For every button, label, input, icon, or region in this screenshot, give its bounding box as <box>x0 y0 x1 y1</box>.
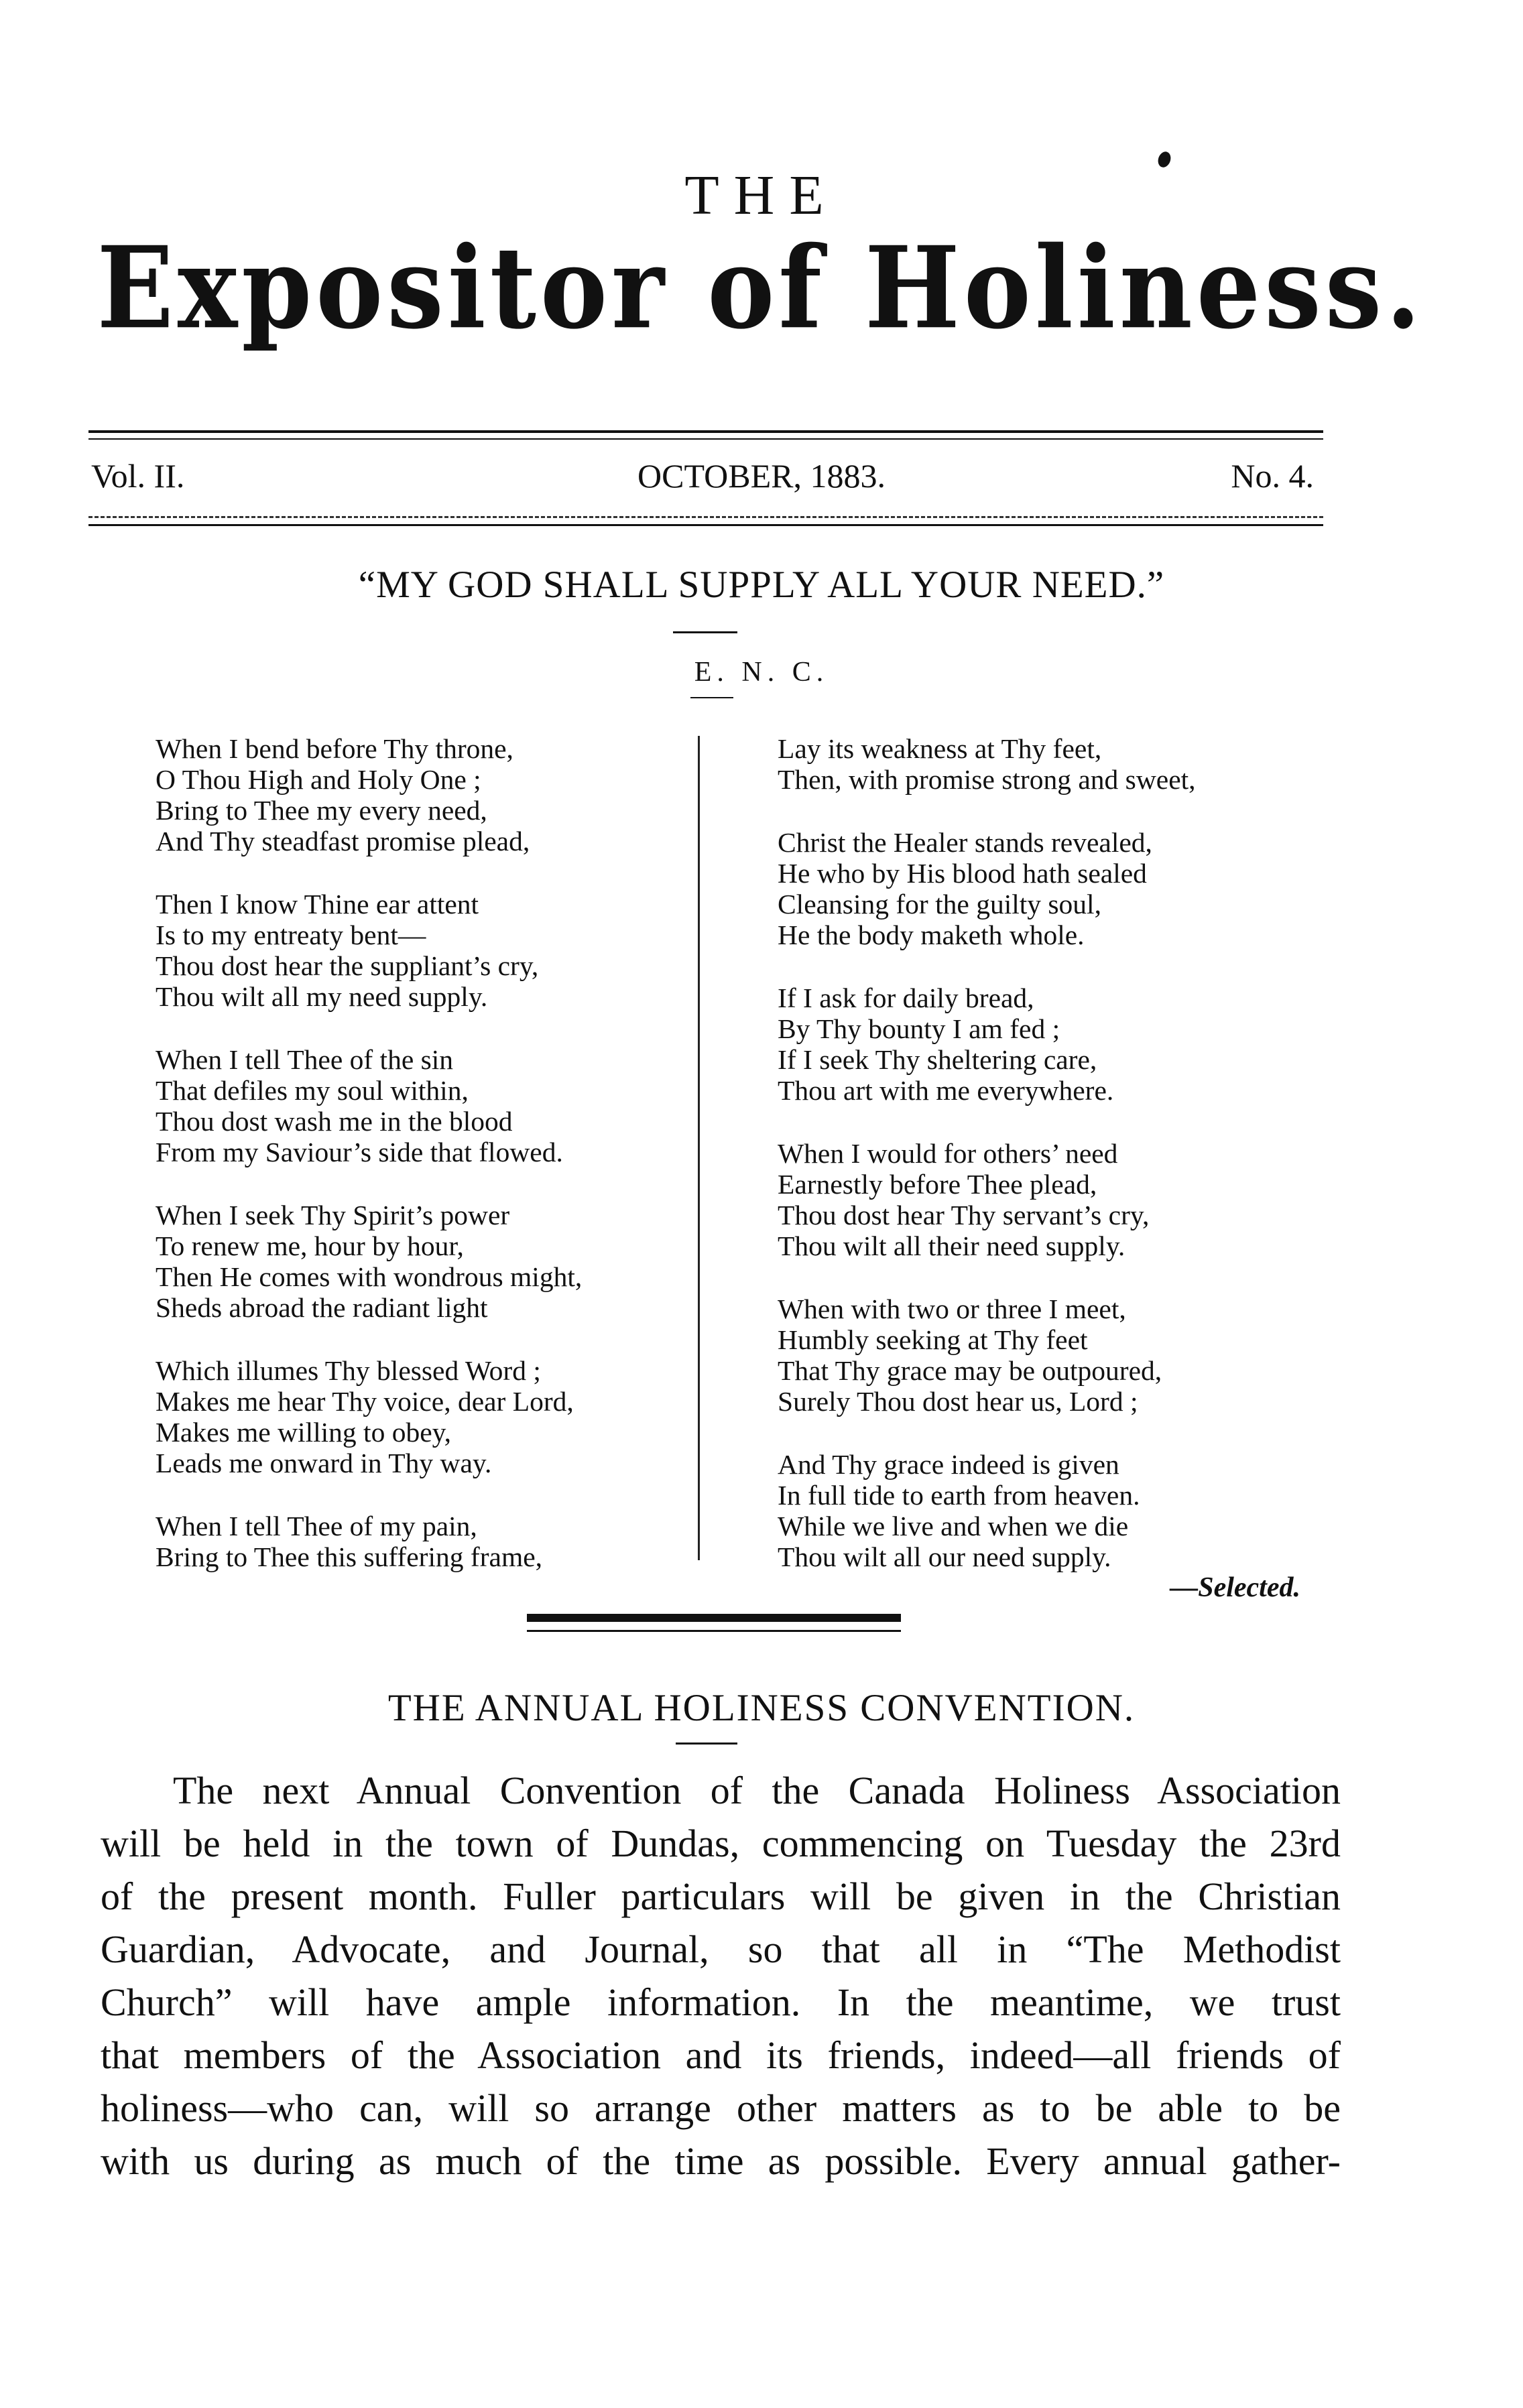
poem-line: Makes me hear Thy voice, dear Lord, <box>156 1386 574 1417</box>
poem-line: Then He comes with wondrous might, <box>156 1261 583 1292</box>
poem-stanza <box>778 827 1314 950</box>
poem-line: He the body maketh whole. <box>778 920 1085 950</box>
article-line: with us during as much of the time as possible. Every annual gather- <box>101 2139 1341 2183</box>
issue-rule <box>88 524 1323 526</box>
poem-line: When I bend before Thy throne, <box>156 733 513 764</box>
poem-line: Christ the Healer stands revealed, <box>778 827 1152 858</box>
article-line: Church” will have ample information. In the meantime, we trust <box>101 1980 1341 2024</box>
poem-line: If I ask for daily bread, <box>778 983 1034 1013</box>
poem-column-right <box>778 733 1314 1604</box>
poem-line: Bring to Thee this suffering frame, <box>156 1541 543 1572</box>
poem-line: When I seek Thy Spirit’s power <box>156 1200 510 1230</box>
poem-line: Leads me onward in Thy way. <box>156 1448 492 1478</box>
poem-line: Is to my entreaty bent— <box>156 920 426 950</box>
masthead-rule-thick <box>88 430 1323 433</box>
masthead-title: Expositor of Holiness. <box>97 222 1425 355</box>
article-title-rule <box>676 1742 737 1745</box>
volume-label: Vol. II. <box>91 457 185 495</box>
poem-line: O Thou High and Holy One ; <box>156 764 481 795</box>
section-divider-heavy <box>527 1614 901 1622</box>
poem-stanza <box>156 889 692 1012</box>
poem-stanza <box>778 1449 1314 1572</box>
poem-line: That Thy grace may be outpoured, <box>778 1355 1162 1386</box>
poem-stanza <box>156 733 692 857</box>
article-line: of the present month. Fuller particulars will be given in the Christian <box>101 1875 1341 1918</box>
poem-line: Surely Thou dost hear us, Lord ; <box>778 1386 1138 1417</box>
poem-line: Thou dost hear the suppliant’s cry, <box>156 950 539 981</box>
poem-title: “MY GOD SHALL SUPPLY ALL YOUR NEED.” <box>358 564 1165 606</box>
poem-line: And Thy steadfast promise plead, <box>156 826 530 857</box>
poem-line: Thou dost wash me in the blood <box>156 1106 513 1137</box>
poem-line: Makes me willing to obey, <box>156 1417 452 1448</box>
poem-line: When I tell Thee of my pain, <box>156 1511 477 1541</box>
poem-line: To renew me, hour by hour, <box>156 1230 464 1261</box>
poem-line: Cleansing for the guilty soul, <box>778 889 1101 920</box>
poem-line: Earnestly before Thee plead, <box>778 1169 1097 1200</box>
poem-line: While we live and when we die <box>778 1511 1129 1541</box>
author-rule <box>690 697 733 698</box>
poem-line: When I tell Thee of the sin <box>156 1044 454 1075</box>
masthead-rule-thin <box>88 438 1323 440</box>
article-body <box>101 1764 1341 2188</box>
poem-line: Lay its weakness at Thy feet, <box>778 733 1102 764</box>
poem-line: Thou dost hear Thy servant’s cry, <box>778 1200 1150 1230</box>
poem-stanza <box>156 1511 692 1572</box>
poem-author: E. N. C. <box>694 657 829 688</box>
poem-line: By Thy bounty I am fed ; <box>778 1013 1060 1044</box>
poem-line: Then I know Thine ear attent <box>156 889 479 920</box>
poem-stanza <box>778 1293 1314 1417</box>
issue-rule-dashed <box>88 516 1323 518</box>
masthead-the: THE <box>684 164 839 227</box>
poem-stanza <box>778 1138 1314 1261</box>
poem-line: When with two or three I meet, <box>778 1293 1126 1324</box>
poem-line: Then, with promise strong and sweet, <box>778 764 1196 795</box>
poem-line: He who by His blood hath sealed <box>778 858 1147 889</box>
poem-line: If I seek Thy sheltering care, <box>778 1044 1097 1075</box>
article-line: The next Annual Convention of the Canada Holiness Association <box>173 1769 1341 1812</box>
ink-blot <box>1156 150 1172 170</box>
poem-line: Thou art with me everywhere. <box>778 1075 1114 1106</box>
article-title: THE ANNUAL HOLINESS CONVENTION. <box>387 1687 1136 1729</box>
poem-line: In full tide to earth from heaven. <box>778 1480 1140 1511</box>
poem-stanza <box>778 983 1314 1106</box>
issue-number: No. 4. <box>1231 457 1314 495</box>
poem-line: When I would for others’ need <box>778 1138 1118 1169</box>
section-divider-thin <box>527 1630 901 1632</box>
poem-line: Humbly seeking at Thy feet <box>778 1324 1088 1355</box>
poem-attribution: —Selected. <box>1170 1572 1300 1603</box>
poem-title-rule <box>673 631 737 633</box>
issue-date: OCTOBER, 1883. <box>637 457 886 495</box>
article-line: that members of the Association and its friends, indeed—all friends of <box>101 2033 1341 2077</box>
poem-line: That defiles my soul within, <box>156 1075 469 1106</box>
poem-line: From my Saviour’s side that flowed. <box>156 1137 563 1167</box>
poem-line: Thou wilt all their need supply. <box>778 1230 1125 1261</box>
poem-line: Which illumes Thy blessed Word ; <box>156 1355 541 1386</box>
poem-stanza <box>778 733 1314 795</box>
poem-stanza <box>156 1355 692 1478</box>
article-line: will be held in the town of Dundas, commencing on Tuesday the 23rd <box>101 1822 1341 1865</box>
poem-line: Thou wilt all our need supply. <box>778 1541 1111 1572</box>
poem-line: Sheds abroad the radiant light <box>156 1292 488 1323</box>
article-line: holiness—who can, will so arrange other matters as to be able to be <box>101 2086 1341 2130</box>
poem-line: Bring to Thee my every need, <box>156 795 487 826</box>
poem-stanza <box>156 1200 692 1323</box>
poem-column-left <box>156 733 692 1604</box>
poem-stanza <box>156 1044 692 1167</box>
poem-line: Thou wilt all my need supply. <box>156 981 488 1012</box>
article-line: Guardian, Advocate, and Journal, so that all in “The Methodist <box>101 1927 1341 1971</box>
poem-line: And Thy grace indeed is given <box>778 1449 1119 1480</box>
column-divider <box>698 736 700 1560</box>
